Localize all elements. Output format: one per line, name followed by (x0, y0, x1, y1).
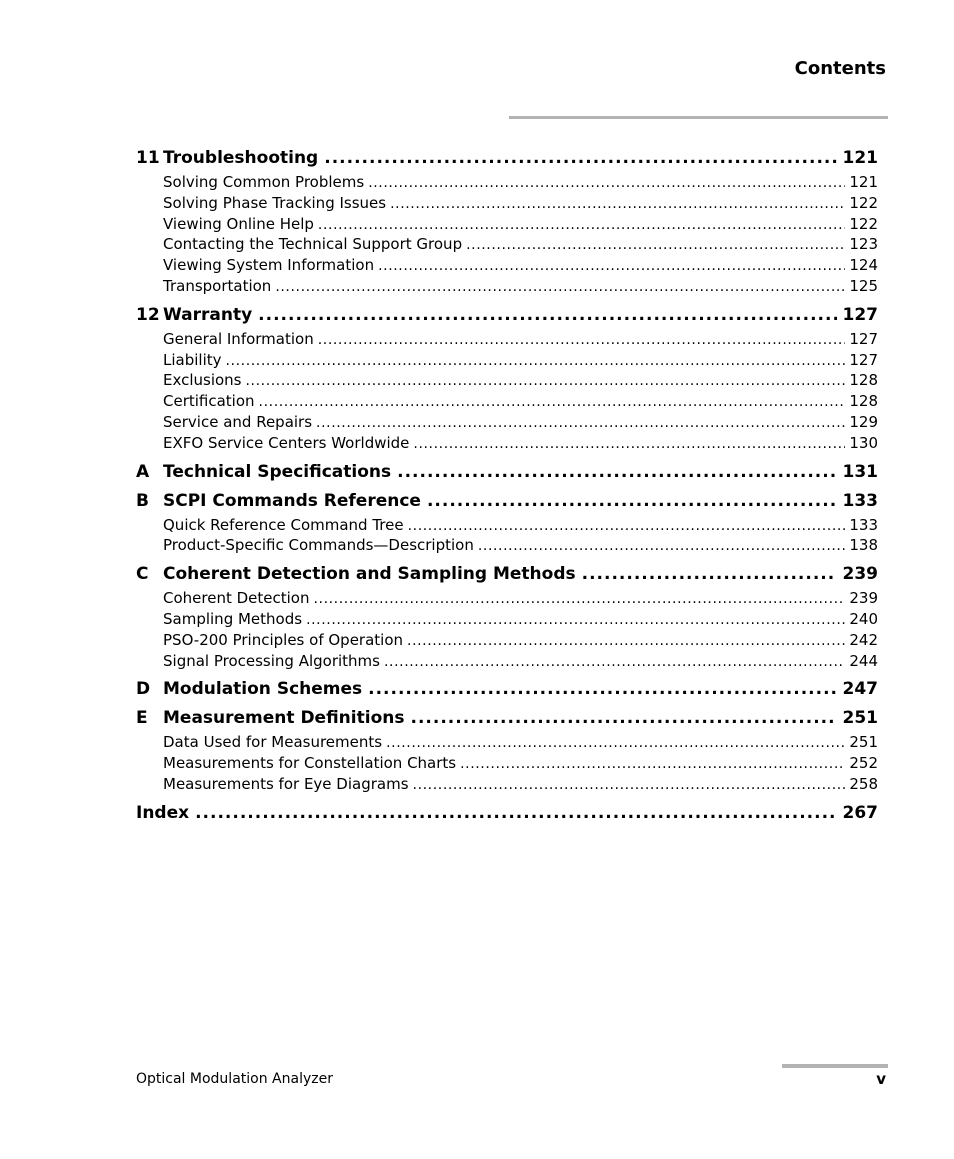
toc-section-entry[interactable] (136, 234, 878, 255)
toc-chapter-entry[interactable] (136, 490, 878, 512)
toc-chapter-number: 11 (136, 148, 160, 168)
toc-leader-dots (195, 802, 836, 824)
toc-section-entry[interactable] (136, 588, 878, 609)
toc-section-title: Viewing System Information (163, 256, 375, 275)
toc-chapter-title: Modulation Schemes (163, 679, 363, 700)
toc-section-title: Quick Reference Command Tree (163, 515, 404, 534)
toc-leader-dots (407, 631, 845, 652)
toc-chapter (136, 802, 878, 824)
toc-section-entry[interactable] (136, 630, 878, 651)
toc-leader-dots (397, 461, 836, 483)
toc-leader-dots (259, 392, 846, 413)
toc-section-entry[interactable] (136, 172, 878, 193)
toc-leader-dots (226, 351, 846, 372)
toc-section-entry[interactable] (136, 651, 878, 672)
toc-leader-dots (306, 610, 845, 631)
toc-chapter (136, 707, 878, 794)
table-of-contents (136, 147, 878, 827)
toc-section-entry[interactable] (136, 515, 878, 536)
toc-section-title: Solving Common Problems (163, 173, 365, 191)
toc-chapter-entry[interactable] (136, 147, 878, 169)
toc-section-title: Product-Specific Commands—Description (163, 536, 474, 555)
toc-leader-dots (378, 256, 845, 277)
toc-leader-dots (246, 371, 846, 392)
toc-leader-dots (466, 235, 845, 256)
toc-section-title: Exclusions (163, 371, 242, 390)
toc-leader-dots (413, 434, 845, 455)
toc-chapter-entry[interactable] (136, 678, 878, 700)
toc-section-title: Signal Processing Algorithms (163, 651, 380, 670)
toc-chapter-number: B (136, 490, 149, 511)
toc-chapter-title: Measurement Definitions (163, 708, 405, 729)
toc-section-page: 122 (849, 214, 878, 233)
toc-chapter (136, 147, 878, 297)
toc-leader-dots (368, 678, 836, 700)
toc-section-page: 129 (849, 412, 878, 431)
toc-chapter-entry[interactable] (136, 461, 878, 483)
toc-section-entry[interactable] (136, 214, 878, 235)
toc-chapter-number: C (136, 564, 149, 585)
toc-section-entry[interactable] (136, 255, 878, 276)
toc-section-page: 239 (849, 589, 878, 608)
toc-section-page: 127 (849, 350, 878, 369)
toc-section-entry[interactable] (136, 535, 878, 556)
toc-section-title: Service and Repairs (163, 412, 313, 431)
toc-chapter-title: Technical Specifications (163, 461, 392, 482)
toc-section-title: Liability (163, 350, 222, 369)
toc-leader-dots (324, 147, 836, 169)
toc-chapter-title: Coherent Detection and Sampling Methods (163, 564, 576, 585)
toc-section-entry[interactable] (136, 329, 878, 350)
toc-section-page: 124 (849, 256, 878, 275)
toc-leader-dots (386, 733, 845, 754)
toc-chapter-entry[interactable] (136, 802, 878, 824)
toc-chapter-number: E (136, 708, 148, 729)
toc-chapter-title: Troubleshooting (163, 148, 319, 168)
toc-chapter-title: Index (136, 802, 190, 823)
toc-chapter-page: 251 (842, 708, 878, 729)
header-rule (509, 116, 888, 119)
footer-page-number: v (876, 1070, 886, 1088)
toc-section-page: 240 (849, 609, 878, 628)
toc-leader-dots (258, 304, 836, 326)
toc-section-title: Certification (163, 392, 255, 411)
toc-section-page: 128 (849, 392, 878, 411)
toc-section-entry[interactable] (136, 732, 878, 753)
toc-section-title: Data Used for Measurements (163, 733, 383, 752)
toc-section-title: EXFO Service Centers Worldwide (163, 433, 410, 452)
toc-section-entry[interactable] (136, 609, 878, 630)
footer-rule (782, 1064, 888, 1068)
toc-section-page: 242 (849, 630, 878, 649)
toc-chapter (136, 563, 878, 671)
toc-chapter (136, 678, 878, 700)
toc-leader-dots (384, 652, 845, 673)
toc-section-page: 258 (849, 774, 878, 793)
toc-section-entry[interactable] (136, 370, 878, 391)
toc-chapter-title: Warranty (163, 304, 253, 325)
toc-leader-dots (313, 589, 845, 610)
toc-leader-dots (318, 215, 845, 236)
toc-section-page: 251 (849, 733, 878, 752)
toc-section-title: Contacting the Technical Support Group (163, 235, 463, 254)
toc-chapter-page: 247 (842, 679, 878, 700)
toc-section-page: 123 (849, 235, 878, 254)
toc-leader-dots (316, 413, 845, 434)
toc-section-page: 122 (849, 193, 878, 212)
toc-section-title: Measurements for Constellation Charts (163, 754, 457, 773)
toc-section-page: 244 (849, 651, 878, 670)
toc-chapter-title: SCPI Commands Reference (163, 490, 421, 511)
toc-leader-dots (408, 516, 846, 537)
toc-section-page: 130 (849, 433, 878, 452)
toc-section-entry[interactable] (136, 276, 878, 297)
toc-section-title: PSO-200 Principles of Operation (163, 630, 404, 649)
toc-chapter-number: D (136, 679, 151, 700)
toc-chapter-page: 131 (842, 461, 878, 482)
toc-section-page: 133 (849, 515, 878, 534)
toc-section-page: 252 (849, 754, 878, 773)
toc-section-title: General Information (163, 329, 314, 348)
toc-leader-dots (427, 490, 837, 512)
toc-section-page: 127 (849, 329, 878, 348)
toc-chapter-page: 133 (842, 490, 878, 511)
toc-chapter-entry[interactable] (136, 707, 878, 729)
toc-leader-dots (582, 563, 837, 585)
toc-chapter (136, 304, 878, 454)
toc-section-title: Measurements for Eye Diagrams (163, 774, 409, 793)
toc-chapter (136, 490, 878, 557)
toc-section-entry[interactable] (136, 433, 878, 454)
toc-chapter-number: 12 (136, 304, 160, 325)
toc-chapter-page: 267 (842, 802, 878, 823)
page-header-title: Contents (794, 58, 886, 79)
toc-chapter-page: 127 (842, 304, 878, 325)
toc-section-title: Solving Phase Tracking Issues (163, 193, 387, 212)
toc-chapter-entry[interactable] (136, 563, 878, 585)
toc-section-title: Sampling Methods (163, 609, 303, 628)
toc-leader-dots (410, 707, 836, 729)
toc-section-page: 128 (849, 371, 878, 390)
toc-chapter-page: 121 (842, 148, 878, 168)
toc-section-entry[interactable] (136, 391, 878, 412)
toc-section-title: Transportation (163, 276, 272, 295)
toc-chapter-number: A (136, 461, 150, 482)
toc-section-entry[interactable] (136, 350, 878, 371)
toc-section-title: Coherent Detection (163, 589, 310, 608)
toc-section-page: 138 (849, 536, 878, 555)
toc-chapter-entry[interactable] (136, 304, 878, 326)
toc-leader-dots (275, 277, 845, 298)
toc-leader-dots (460, 754, 845, 775)
toc-section-page: 125 (849, 276, 878, 295)
toc-leader-dots (390, 194, 845, 215)
toc-section-entry[interactable] (136, 774, 878, 795)
toc-section-page: 121 (849, 173, 878, 191)
toc-chapter-page: 239 (842, 564, 878, 585)
toc-section-title: Viewing Online Help (163, 214, 314, 233)
toc-leader-dots (368, 173, 845, 194)
toc-section-entry[interactable] (136, 412, 878, 433)
toc-leader-dots (318, 330, 846, 351)
toc-section-entry[interactable] (136, 193, 878, 214)
footer-document-title: Optical Modulation Analyzer (136, 1071, 333, 1087)
toc-leader-dots (413, 775, 846, 796)
toc-chapter (136, 461, 878, 483)
toc-leader-dots (478, 536, 846, 557)
toc-section-entry[interactable] (136, 753, 878, 774)
